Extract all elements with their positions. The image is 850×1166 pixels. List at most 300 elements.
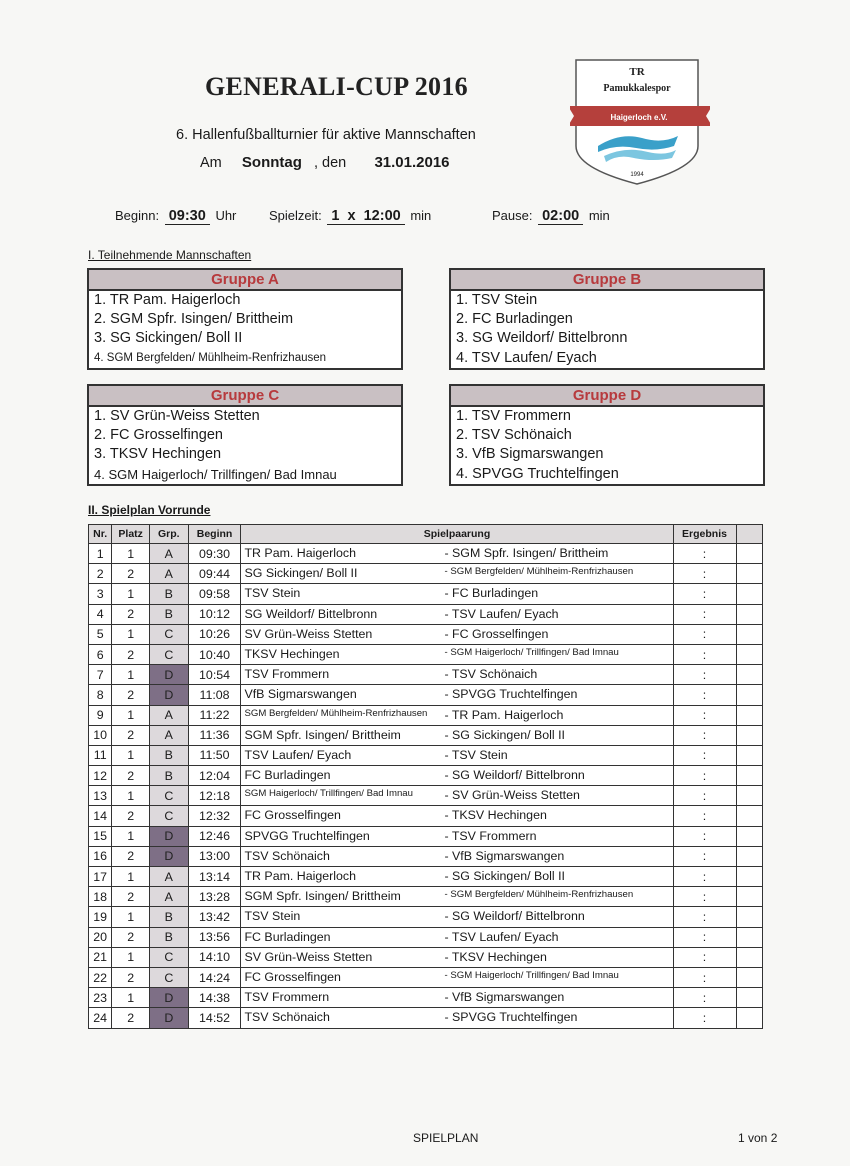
cell-beginn: 13:14 bbox=[188, 867, 241, 887]
table-row bbox=[89, 604, 763, 624]
cell-pairing bbox=[241, 564, 673, 584]
cell-nr: 2 bbox=[89, 564, 112, 584]
min-label-2: min bbox=[588, 208, 610, 223]
cell-nr: 6 bbox=[89, 644, 112, 664]
home-team: FC Grosselfingen bbox=[244, 969, 341, 984]
cell-pairing bbox=[241, 786, 673, 806]
cell-platz: 1 bbox=[112, 624, 150, 644]
away-team: - TSV Laufen/ Eyach bbox=[444, 606, 559, 621]
table-row bbox=[89, 988, 763, 1008]
group-d-title: Gruppe D bbox=[451, 386, 763, 407]
cell-platz: 1 bbox=[112, 544, 150, 564]
table-row bbox=[89, 967, 763, 987]
cell-nr: 16 bbox=[89, 846, 112, 866]
cell-result: : bbox=[673, 665, 736, 685]
cell-pairing bbox=[241, 826, 673, 846]
home-team: FC Burladingen bbox=[244, 768, 331, 783]
game-duration bbox=[269, 208, 431, 225]
away-team: - TSV Frommern bbox=[444, 828, 537, 843]
table-row bbox=[89, 745, 763, 765]
table-row bbox=[89, 1008, 763, 1028]
team-entry: 4. SPVGG Truchtelfingen bbox=[456, 465, 619, 482]
away-team: - TSV Laufen/ Eyach bbox=[444, 929, 559, 944]
away-team: - TKSV Hechingen bbox=[444, 949, 547, 964]
col-ergebnis: Ergebnis bbox=[673, 525, 736, 544]
team-entry: 1. TR Pam. Haigerloch bbox=[94, 292, 241, 308]
cell-result: : bbox=[673, 826, 736, 846]
cell-platz: 1 bbox=[112, 826, 150, 846]
date: 31.01.2016 bbox=[374, 154, 450, 171]
cell-beginn: 12:04 bbox=[188, 766, 241, 786]
cell-pairing bbox=[241, 806, 673, 826]
cell-extra bbox=[736, 988, 762, 1008]
table-row bbox=[89, 685, 763, 705]
pause-label: Pause: bbox=[492, 208, 533, 223]
cell-pairing bbox=[241, 624, 673, 644]
page-number: 1 von 2 bbox=[738, 1131, 778, 1145]
home-team: TSV Laufen/ Eyach bbox=[244, 747, 352, 762]
col-beginn: Beginn bbox=[188, 525, 241, 544]
cell-pairing bbox=[241, 907, 673, 927]
home-team: TSV Schönaich bbox=[244, 1010, 330, 1025]
cell-beginn: 13:42 bbox=[188, 907, 241, 927]
table-row bbox=[89, 887, 763, 907]
cell-pairing bbox=[241, 927, 673, 947]
cell-extra bbox=[736, 685, 762, 705]
team-entry: 1. TSV Stein bbox=[456, 292, 538, 308]
home-team: TSV Schönaich bbox=[244, 848, 330, 863]
table-row bbox=[89, 907, 763, 927]
cell-grp: A bbox=[149, 544, 188, 564]
cell-grp: D bbox=[149, 665, 188, 685]
away-team: - SG Weildorf/ Bittelbronn bbox=[444, 909, 585, 924]
away-team: - FC Burladingen bbox=[444, 586, 539, 601]
cell-result: : bbox=[673, 725, 736, 745]
col-spielpaarung: Spielpaarung bbox=[241, 525, 673, 544]
home-team: SGM Spfr. Isingen/ Brittheim bbox=[244, 889, 401, 904]
cell-pairing bbox=[241, 725, 673, 745]
away-team: - SGM Bergfelden/ Mühlheim-Renfrizhausen bbox=[444, 889, 634, 901]
cell-extra bbox=[736, 644, 762, 664]
cell-platz: 2 bbox=[112, 564, 150, 584]
home-team: SV Grün-Weiss Stetten bbox=[244, 626, 373, 641]
cell-result: : bbox=[673, 604, 736, 624]
col-grp: Grp. bbox=[149, 525, 188, 544]
cell-nr: 23 bbox=[89, 988, 112, 1008]
cell-platz: 2 bbox=[112, 725, 150, 745]
schedule-table bbox=[88, 524, 763, 1029]
cell-grp: B bbox=[149, 745, 188, 765]
cell-extra bbox=[736, 826, 762, 846]
cell-pairing bbox=[241, 685, 673, 705]
cell-platz: 2 bbox=[112, 967, 150, 987]
cell-result: : bbox=[673, 745, 736, 765]
min-label: min bbox=[410, 208, 432, 223]
cell-result: : bbox=[673, 786, 736, 806]
team-entry: 4. TSV Laufen/ Eyach bbox=[456, 349, 597, 366]
beginn-label: Beginn: bbox=[115, 208, 160, 223]
cell-beginn: 14:10 bbox=[188, 947, 241, 967]
cell-platz: 1 bbox=[112, 947, 150, 967]
cell-grp: A bbox=[149, 564, 188, 584]
cell-extra bbox=[736, 927, 762, 947]
away-team: - SG Sickingen/ Boll II bbox=[444, 727, 565, 742]
cell-platz: 2 bbox=[112, 1008, 150, 1028]
home-team: FC Grosselfingen bbox=[244, 808, 341, 823]
col-extra bbox=[736, 525, 762, 544]
cell-grp: B bbox=[149, 927, 188, 947]
day: Sonntag bbox=[241, 154, 302, 171]
home-team: SGM Spfr. Isingen/ Brittheim bbox=[244, 727, 401, 742]
home-team: SG Weildorf/ Bittelbronn bbox=[244, 606, 378, 621]
cell-nr: 4 bbox=[89, 604, 112, 624]
cell-result: : bbox=[673, 644, 736, 664]
cell-beginn: 14:52 bbox=[188, 1008, 241, 1028]
cell-result: : bbox=[673, 927, 736, 947]
cell-result: : bbox=[673, 887, 736, 907]
cell-platz: 2 bbox=[112, 846, 150, 866]
cell-beginn: 14:24 bbox=[188, 967, 241, 987]
cell-nr: 11 bbox=[89, 745, 112, 765]
cell-beginn: 11:08 bbox=[188, 685, 241, 705]
cell-platz: 2 bbox=[112, 604, 150, 624]
cell-beginn: 10:26 bbox=[188, 624, 241, 644]
cell-platz: 1 bbox=[112, 665, 150, 685]
cell-extra bbox=[736, 745, 762, 765]
cell-extra bbox=[736, 766, 762, 786]
table-row bbox=[89, 584, 763, 604]
cell-platz: 2 bbox=[112, 644, 150, 664]
table-row bbox=[89, 806, 763, 826]
cell-platz: 2 bbox=[112, 806, 150, 826]
table-row bbox=[89, 786, 763, 806]
cell-pairing bbox=[241, 846, 673, 866]
away-team: - TKSV Hechingen bbox=[444, 808, 547, 823]
home-team: FC Burladingen bbox=[244, 929, 331, 944]
cell-nr: 19 bbox=[89, 907, 112, 927]
cell-beginn: 13:28 bbox=[188, 887, 241, 907]
cell-extra bbox=[736, 624, 762, 644]
cell-result: : bbox=[673, 867, 736, 887]
cell-platz: 1 bbox=[112, 786, 150, 806]
cell-beginn: 11:50 bbox=[188, 745, 241, 765]
group-a-title: Gruppe A bbox=[89, 270, 401, 291]
cell-extra bbox=[736, 604, 762, 624]
away-team: - TR Pam. Haigerloch bbox=[444, 707, 564, 722]
home-team: TSV Stein bbox=[244, 909, 301, 924]
cell-nr: 13 bbox=[89, 786, 112, 806]
team-entry: 3. SG Sickingen/ Boll II bbox=[94, 330, 243, 347]
cell-pairing bbox=[241, 644, 673, 664]
table-row bbox=[89, 644, 763, 664]
team-entry: 2. FC Grosselfingen bbox=[94, 427, 223, 444]
cell-beginn: 10:54 bbox=[188, 665, 241, 685]
cell-pairing bbox=[241, 745, 673, 765]
cell-result: : bbox=[673, 564, 736, 584]
away-team: - SG Sickingen/ Boll II bbox=[444, 869, 565, 883]
cell-nr: 12 bbox=[89, 766, 112, 786]
cell-grp: A bbox=[149, 867, 188, 887]
cell-beginn: 09:30 bbox=[188, 544, 241, 564]
cell-grp: B bbox=[149, 584, 188, 604]
cell-beginn: 10:12 bbox=[188, 604, 241, 624]
team-entry: 4. SGM Haigerloch/ Trillfingen/ Bad Imnau bbox=[94, 466, 337, 482]
cell-beginn: 13:00 bbox=[188, 846, 241, 866]
home-team: TSV Frommern bbox=[244, 990, 330, 1005]
cell-pairing bbox=[241, 887, 673, 907]
cell-extra bbox=[736, 1008, 762, 1028]
team-entry: 3. VfB Sigmarswangen bbox=[456, 446, 604, 463]
cell-result: : bbox=[673, 1008, 736, 1028]
club-logo bbox=[570, 58, 710, 188]
cell-nr: 8 bbox=[89, 685, 112, 705]
start-time bbox=[115, 208, 236, 225]
cell-grp: C bbox=[149, 947, 188, 967]
cell-extra bbox=[736, 564, 762, 584]
cell-grp: B bbox=[149, 766, 188, 786]
away-team: - SPVGG Truchtelfingen bbox=[444, 1010, 578, 1025]
cell-result: : bbox=[673, 806, 736, 826]
cell-pairing bbox=[241, 665, 673, 685]
home-team: SGM Bergfelden/ Mühlheim-Renfrizhausen bbox=[244, 707, 428, 719]
table-row bbox=[89, 846, 763, 866]
am-label: Am bbox=[200, 155, 222, 171]
away-team: - VfB Sigmarswangen bbox=[444, 990, 565, 1005]
cell-beginn: 11:36 bbox=[188, 725, 241, 745]
away-team: - SGM Spfr. Isingen/ Brittheim bbox=[444, 546, 609, 560]
cell-extra bbox=[736, 967, 762, 987]
cell-extra bbox=[736, 907, 762, 927]
cell-result: : bbox=[673, 766, 736, 786]
subtitle: 6. Hallenfußballturnier für aktive Mannschaften bbox=[176, 127, 476, 143]
table-row bbox=[89, 725, 763, 745]
table-row bbox=[89, 624, 763, 644]
home-team: TR Pam. Haigerloch bbox=[244, 869, 357, 883]
cell-beginn: 13:56 bbox=[188, 927, 241, 947]
cell-pairing bbox=[241, 584, 673, 604]
away-team: - SGM Haigerloch/ Trillfingen/ Bad Imnau bbox=[444, 969, 619, 981]
group-a bbox=[87, 268, 403, 370]
cell-pairing bbox=[241, 947, 673, 967]
cell-extra bbox=[736, 705, 762, 725]
cell-platz: 1 bbox=[112, 867, 150, 887]
col-nr: Nr. bbox=[89, 525, 112, 544]
away-team: - FC Grosselfingen bbox=[444, 626, 549, 641]
cell-platz: 1 bbox=[112, 907, 150, 927]
team-entry: 3. SG Weildorf/ Bittelbronn bbox=[456, 330, 628, 347]
cell-grp: A bbox=[149, 887, 188, 907]
cell-extra bbox=[736, 725, 762, 745]
footer-label: SPIELPLAN bbox=[413, 1131, 479, 1145]
cell-result: : bbox=[673, 685, 736, 705]
home-team: SGM Haigerloch/ Trillfingen/ Bad Imnau bbox=[244, 788, 413, 800]
cell-beginn: 12:46 bbox=[188, 826, 241, 846]
away-team: - SG Weildorf/ Bittelbronn bbox=[444, 768, 585, 783]
team-entry: 4. SGM Bergfelden/ Mühlheim-Renfrizhausen bbox=[94, 351, 327, 364]
cell-nr: 5 bbox=[89, 624, 112, 644]
cell-pairing bbox=[241, 705, 673, 725]
cell-nr: 18 bbox=[89, 887, 112, 907]
beginn-value: 09:30 bbox=[165, 208, 210, 225]
cell-extra bbox=[736, 846, 762, 866]
cell-grp: C bbox=[149, 806, 188, 826]
den-label: , den bbox=[314, 155, 347, 171]
away-team: - VfB Sigmarswangen bbox=[444, 848, 565, 863]
logo-banner: Haigerloch e.V. bbox=[610, 113, 668, 122]
cell-beginn: 11:22 bbox=[188, 705, 241, 725]
cell-grp: C bbox=[149, 644, 188, 664]
away-team: - SPVGG Truchtelfingen bbox=[444, 687, 578, 702]
cell-platz: 2 bbox=[112, 887, 150, 907]
cell-extra bbox=[736, 665, 762, 685]
cell-grp: B bbox=[149, 604, 188, 624]
cell-pairing bbox=[241, 988, 673, 1008]
schedule-header-row bbox=[89, 525, 763, 544]
pause-duration bbox=[492, 208, 610, 225]
cell-extra bbox=[736, 887, 762, 907]
cell-pairing bbox=[241, 766, 673, 786]
cell-pairing bbox=[241, 604, 673, 624]
team-entry: 2. FC Burladingen bbox=[456, 311, 573, 328]
table-row bbox=[89, 564, 763, 584]
group-c bbox=[87, 384, 403, 486]
cell-grp: C bbox=[149, 786, 188, 806]
table-row bbox=[89, 665, 763, 685]
cell-nr: 14 bbox=[89, 806, 112, 826]
spielzeit-value: 1 x 12:00 bbox=[327, 208, 404, 225]
cell-grp: C bbox=[149, 624, 188, 644]
table-row bbox=[89, 826, 763, 846]
cell-platz: 1 bbox=[112, 745, 150, 765]
cell-nr: 24 bbox=[89, 1008, 112, 1028]
section-schedule-heading: II. Spielplan Vorrunde bbox=[88, 503, 211, 517]
group-b bbox=[449, 268, 765, 370]
away-team: - TSV Stein bbox=[444, 747, 508, 762]
cell-nr: 15 bbox=[89, 826, 112, 846]
logo-line1: TR bbox=[629, 66, 645, 78]
home-team: SV Grün-Weiss Stetten bbox=[244, 949, 373, 964]
cell-result: : bbox=[673, 907, 736, 927]
cell-nr: 1 bbox=[89, 544, 112, 564]
cell-beginn: 09:58 bbox=[188, 584, 241, 604]
cell-extra bbox=[736, 947, 762, 967]
cell-platz: 1 bbox=[112, 584, 150, 604]
away-team: - SV Grün-Weiss Stetten bbox=[444, 788, 580, 803]
cell-extra bbox=[736, 867, 762, 887]
cell-extra bbox=[736, 544, 762, 564]
table-row bbox=[89, 927, 763, 947]
cell-beginn: 12:18 bbox=[188, 786, 241, 806]
table-row bbox=[89, 705, 763, 725]
away-team: - SGM Haigerloch/ Trillfingen/ Bad Imnau bbox=[444, 646, 619, 658]
table-row bbox=[89, 766, 763, 786]
team-entry: 1. SV Grün-Weiss Stetten bbox=[94, 408, 260, 424]
away-team: - TSV Schönaich bbox=[444, 667, 538, 682]
cell-result: : bbox=[673, 624, 736, 644]
cell-grp: D bbox=[149, 1008, 188, 1028]
logo-line2: Pamukkalespor bbox=[603, 83, 671, 94]
cell-result: : bbox=[673, 544, 736, 564]
cell-platz: 2 bbox=[112, 927, 150, 947]
cell-platz: 1 bbox=[112, 705, 150, 725]
pause-value: 02:00 bbox=[538, 208, 583, 225]
team-entry: 2. TSV Schönaich bbox=[456, 427, 572, 444]
table-row bbox=[89, 947, 763, 967]
cell-nr: 21 bbox=[89, 947, 112, 967]
cell-result: : bbox=[673, 846, 736, 866]
cell-nr: 20 bbox=[89, 927, 112, 947]
home-team: TSV Frommern bbox=[244, 667, 330, 682]
cell-beginn: 10:40 bbox=[188, 644, 241, 664]
cell-result: : bbox=[673, 947, 736, 967]
cell-grp: A bbox=[149, 705, 188, 725]
logo-year: 1994 bbox=[630, 172, 644, 178]
cell-beginn: 09:44 bbox=[188, 564, 241, 584]
cell-nr: 22 bbox=[89, 967, 112, 987]
cell-pairing bbox=[241, 967, 673, 987]
cell-grp: D bbox=[149, 685, 188, 705]
team-entry: 2. SGM Spfr. Isingen/ Brittheim bbox=[94, 311, 294, 328]
cell-nr: 10 bbox=[89, 725, 112, 745]
uhr-label: Uhr bbox=[215, 208, 237, 223]
date-line bbox=[200, 154, 450, 171]
home-team: TR Pam. Haigerloch bbox=[244, 546, 357, 560]
cell-grp: D bbox=[149, 826, 188, 846]
cell-nr: 3 bbox=[89, 584, 112, 604]
cell-pairing bbox=[241, 1008, 673, 1028]
group-c-title: Gruppe C bbox=[89, 386, 401, 407]
home-team: SPVGG Truchtelfingen bbox=[244, 828, 370, 843]
cell-extra bbox=[736, 786, 762, 806]
cell-grp: D bbox=[149, 988, 188, 1008]
home-team: SG Sickingen/ Boll II bbox=[244, 566, 358, 581]
home-team: TKSV Hechingen bbox=[244, 646, 340, 661]
group-d bbox=[449, 384, 765, 486]
team-entry: 3. TKSV Hechingen bbox=[94, 446, 222, 463]
cell-extra bbox=[736, 806, 762, 826]
cell-nr: 17 bbox=[89, 867, 112, 887]
away-team: - SGM Bergfelden/ Mühlheim-Renfrizhausen bbox=[444, 566, 634, 578]
table-row bbox=[89, 544, 763, 564]
team-entry: 1. TSV Frommern bbox=[456, 408, 571, 424]
group-b-title: Gruppe B bbox=[451, 270, 763, 291]
cell-result: : bbox=[673, 967, 736, 987]
cell-nr: 9 bbox=[89, 705, 112, 725]
cell-result: : bbox=[673, 988, 736, 1008]
section-teams-heading: I. Teilnehmende Mannschaften bbox=[88, 248, 252, 262]
cell-pairing bbox=[241, 544, 673, 564]
home-team: TSV Stein bbox=[244, 586, 301, 601]
cell-result: : bbox=[673, 584, 736, 604]
col-platz: Platz bbox=[112, 525, 150, 544]
table-row bbox=[89, 867, 763, 887]
cell-nr: 7 bbox=[89, 665, 112, 685]
page-title: GENERALI-CUP 2016 bbox=[205, 72, 468, 101]
cell-grp: A bbox=[149, 725, 188, 745]
cell-grp: C bbox=[149, 967, 188, 987]
cell-result: : bbox=[673, 705, 736, 725]
cell-grp: B bbox=[149, 907, 188, 927]
cell-grp: D bbox=[149, 846, 188, 866]
cell-beginn: 12:32 bbox=[188, 806, 241, 826]
spielzeit-label: Spielzeit: bbox=[269, 208, 322, 223]
cell-beginn: 14:38 bbox=[188, 988, 241, 1008]
cell-extra bbox=[736, 584, 762, 604]
cell-platz: 2 bbox=[112, 766, 150, 786]
home-team: VfB Sigmarswangen bbox=[244, 687, 357, 702]
cell-pairing bbox=[241, 867, 673, 887]
cell-platz: 2 bbox=[112, 685, 150, 705]
